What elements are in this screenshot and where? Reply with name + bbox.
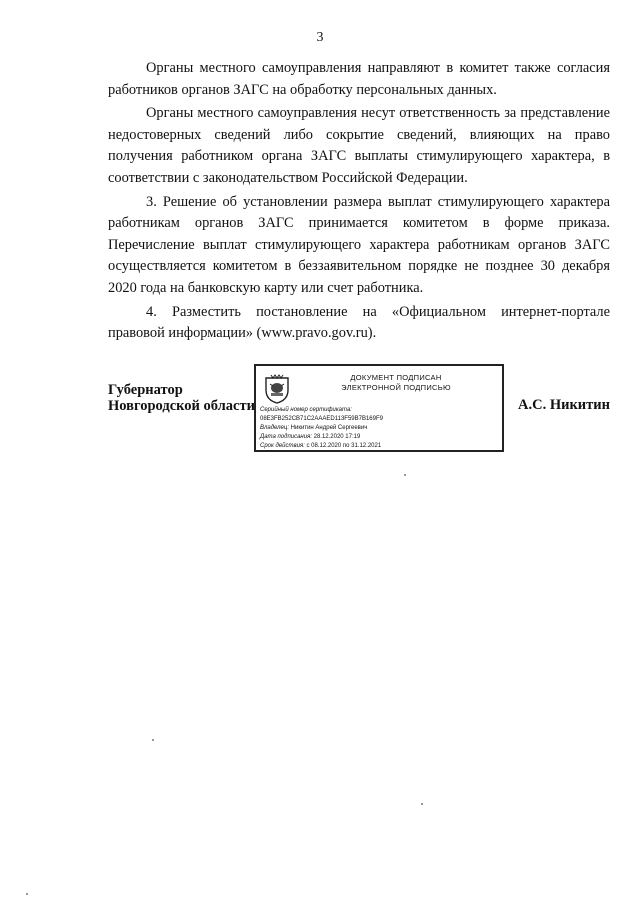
- owner-label: Владелец:: [260, 425, 289, 431]
- scan-speck: [404, 474, 406, 476]
- signer-position: [108, 382, 255, 414]
- validity-label: Срок действия:: [260, 443, 305, 449]
- coat-of-arms-icon: [262, 372, 292, 404]
- stamp-details: [260, 406, 500, 451]
- signer-position-line1: Губернатор: [108, 382, 183, 398]
- paragraph-consent: Органы местного самоуправления направляют в комитет также согласия работников органов ЗАГС на обработку персональных данных.: [108, 60, 610, 98]
- signing-date-label: Дата подписания:: [260, 434, 312, 440]
- paragraph-decision: 3. Решение об установлении размера выплат стимулирующего характера работникам органов ЗАГС принимается комитетом в форме приказа. Перечисление выплат стимулирующего характера работникам органов ЗАГС осуществляется комитетом в беззаявительном порядке не позднее 30 декабря 2020 года на банковскую карту или счет работника.: [108, 193, 610, 296]
- paragraph-publication: 4. Разместить постановление на «Официальном интернет-портале правовой информации» (www.pravo.gov.ru).: [108, 303, 610, 342]
- paragraph-responsibility: Органы местного самоуправления несут ответственность за представление недостоверных сведений либо сокрытие сведений, влияющих на право получения работником органа ЗАГС выплаты стимулирующего характера, в соответствии с законодательством Российской Федерации.: [108, 105, 610, 186]
- cert-label: Серийный номер сертификата:: [260, 407, 352, 413]
- document-body: [108, 58, 610, 347]
- scan-speck: [152, 739, 154, 741]
- electronic-signature-stamp: [254, 364, 504, 452]
- cert-serial-value: 08E3FB252CB71C2AAAED113F59B7B169F9: [260, 416, 383, 422]
- stamp-heading-line2: ЭЛЕКТРОННОЙ ПОДПИСЬЮ: [341, 383, 451, 392]
- validity-value: с 08.12.2020 по 31.12.2021: [306, 443, 382, 449]
- signer-name: А.С. Никитин: [518, 397, 610, 413]
- signature-block: [108, 364, 610, 454]
- scan-speck: [26, 893, 28, 895]
- stamp-heading: [296, 373, 496, 393]
- signer-position-line2: Новгородской области: [108, 398, 255, 414]
- scan-speck: [421, 803, 423, 805]
- stamp-heading-line1: ДОКУМЕНТ ПОДПИСАН: [350, 373, 442, 382]
- owner-value: Никитин Андрей Сергеевич: [290, 425, 368, 431]
- page-number: 3: [316, 30, 324, 45]
- signing-date-value: 28.12.2020 17:19: [313, 434, 361, 440]
